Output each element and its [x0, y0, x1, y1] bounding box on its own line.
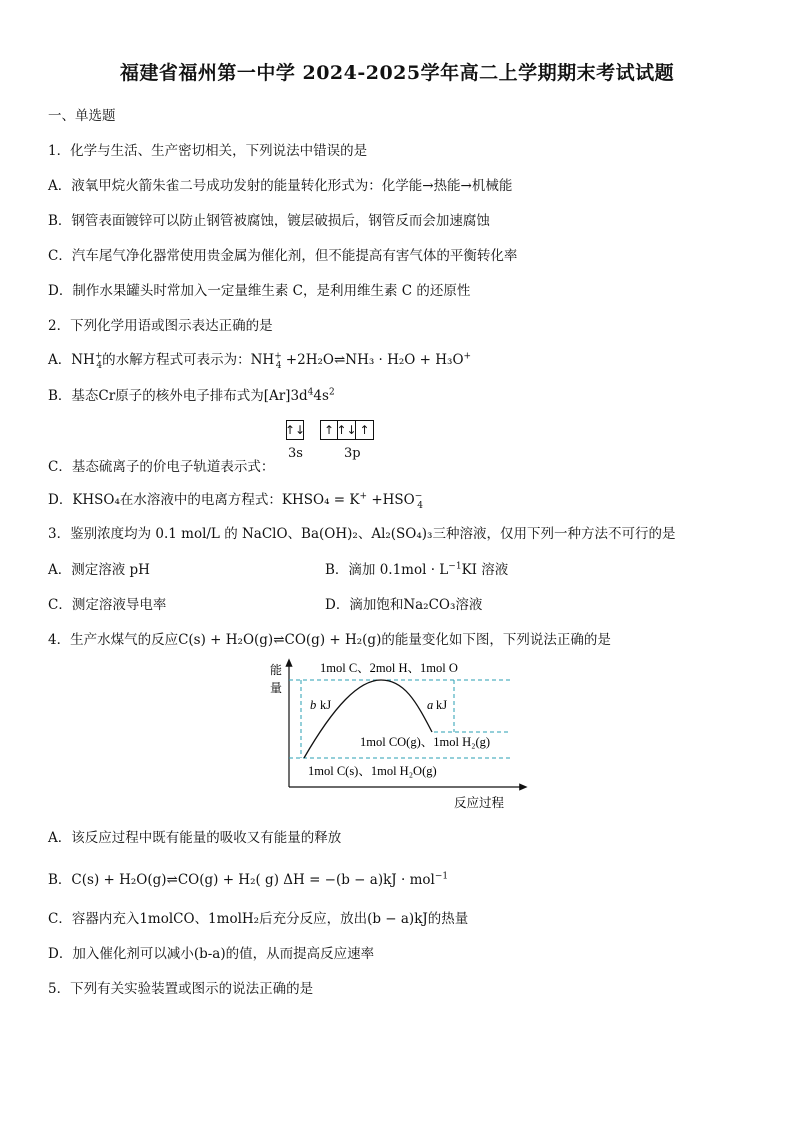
orbital-3s-label: 3s: [288, 446, 303, 461]
section-heading: 一、单选题: [48, 108, 116, 124]
q5-stem: 5．下列有关实验装置或图示的说法正确的是: [48, 981, 314, 997]
orbital-3p-label: 3p: [344, 446, 361, 461]
orbital-box: ↑↓: [338, 420, 356, 440]
q1-stem: 1．化学与生活、生产密切相关，下列说法中错误的是: [48, 143, 368, 159]
q4-option-b: B．C(s) + H₂O(g)⇌CO(g) + H₂( g) ΔH = −(b − a)kJ · mol$^{-1}$: [48, 871, 449, 888]
q2-option-c: C．基态硫离子的价电子轨道表示式：: [48, 459, 275, 475]
middle-level-label: 1mol CO(g)、1mol H₂(g): [360, 735, 491, 749]
orbital-box: ↑↓: [286, 420, 304, 440]
x-axis-label: 反应过程: [454, 796, 505, 810]
q1-option-c: C．汽车尾气净化器常使用贵金属为催化剂，但不能提高有害气体的平衡转化率: [48, 248, 518, 264]
q4-option-c: C．容器内充入1molCO、1molH₂后充分反应，放出(b − a)kJ的热量: [48, 911, 469, 927]
q3-option-a: A．测定溶液 pH: [48, 562, 150, 578]
y-axis-label-1: 能: [270, 663, 283, 677]
q4-option-a: A．该反应过程中既有能量的吸收又有能量的释放: [48, 830, 342, 846]
q1-option-d: D．制作水果罐头时常加入一定量维生素 C，是利用维生素 C 的还原性: [48, 283, 471, 299]
y-axis-label-2: 量: [270, 681, 283, 695]
energy-diagram: [264, 656, 534, 811]
top-level-label: 1mol C、2mol H、1mol O: [320, 661, 458, 675]
q4-stem: 4．生产水煤气的反应C(s) + H₂O(g)⇌CO(g) + H₂(g)的能量变化如下图，下列说法正确的是: [48, 632, 611, 648]
q2-option-b: B．基态Cr原子的核外电子排布式为$[Ar]3d^44s^2$: [48, 387, 335, 404]
page-title: 福建省福州第一中学 2024-2025学年高二上学期期末考试试题: [119, 62, 675, 84]
q1-option-b: B．钢管表面镀锌可以防止钢管被腐蚀，镀层破损后，钢管反而会加速腐蚀: [48, 213, 490, 229]
a-label: a: [427, 698, 434, 712]
q1-option-a: A．液氧甲烷火箭朱雀二号成功发射的能量转化形式为：化学能→热能→机械能: [48, 178, 513, 194]
a-unit-label: kJ: [436, 698, 448, 712]
orbital-3p-group: [320, 420, 374, 440]
b-unit-label: kJ: [320, 698, 332, 712]
q2-stem: 2．下列化学用语或图示表达正确的是: [48, 318, 273, 334]
q3-option-b: B．滴加 $0.1mol \cdot L^{-1}KI$ 溶液: [325, 561, 509, 578]
q2-option-a: A．$NH^+_4$的水解方程式可表示为：$NH^+_4$ +2H₂O⇌NH₃ · H₂O + H₃O+: [48, 351, 472, 371]
q2-option-d: D．KHSO₄在水溶液中的电离方程式：KHSO₄ = $K^+ +HSO^-_4$: [48, 491, 424, 511]
q3-option-d: D．滴加饱和Na₂CO₃溶液: [325, 597, 483, 613]
orbital-3s-group: [286, 420, 304, 440]
q3-option-c: C．测定溶液导电率: [48, 597, 167, 613]
b-label: b: [310, 698, 317, 712]
q3-stem: 3．鉴别浓度均为 0.1 mol/L 的 NaClO、Ba(OH)₂、Al₂(SO₄)₃三种溶液，仅用下列一种方法不可行的是: [48, 526, 676, 542]
q4-option-d: D．加入催化剂可以减小(b-a)的值，从而提高反应速率: [48, 946, 375, 962]
orbital-box: ↑: [356, 420, 374, 440]
bottom-level-label: 1mol C(s)、1mol H₂O(g): [308, 764, 437, 778]
orbital-box: ↑: [320, 420, 338, 440]
